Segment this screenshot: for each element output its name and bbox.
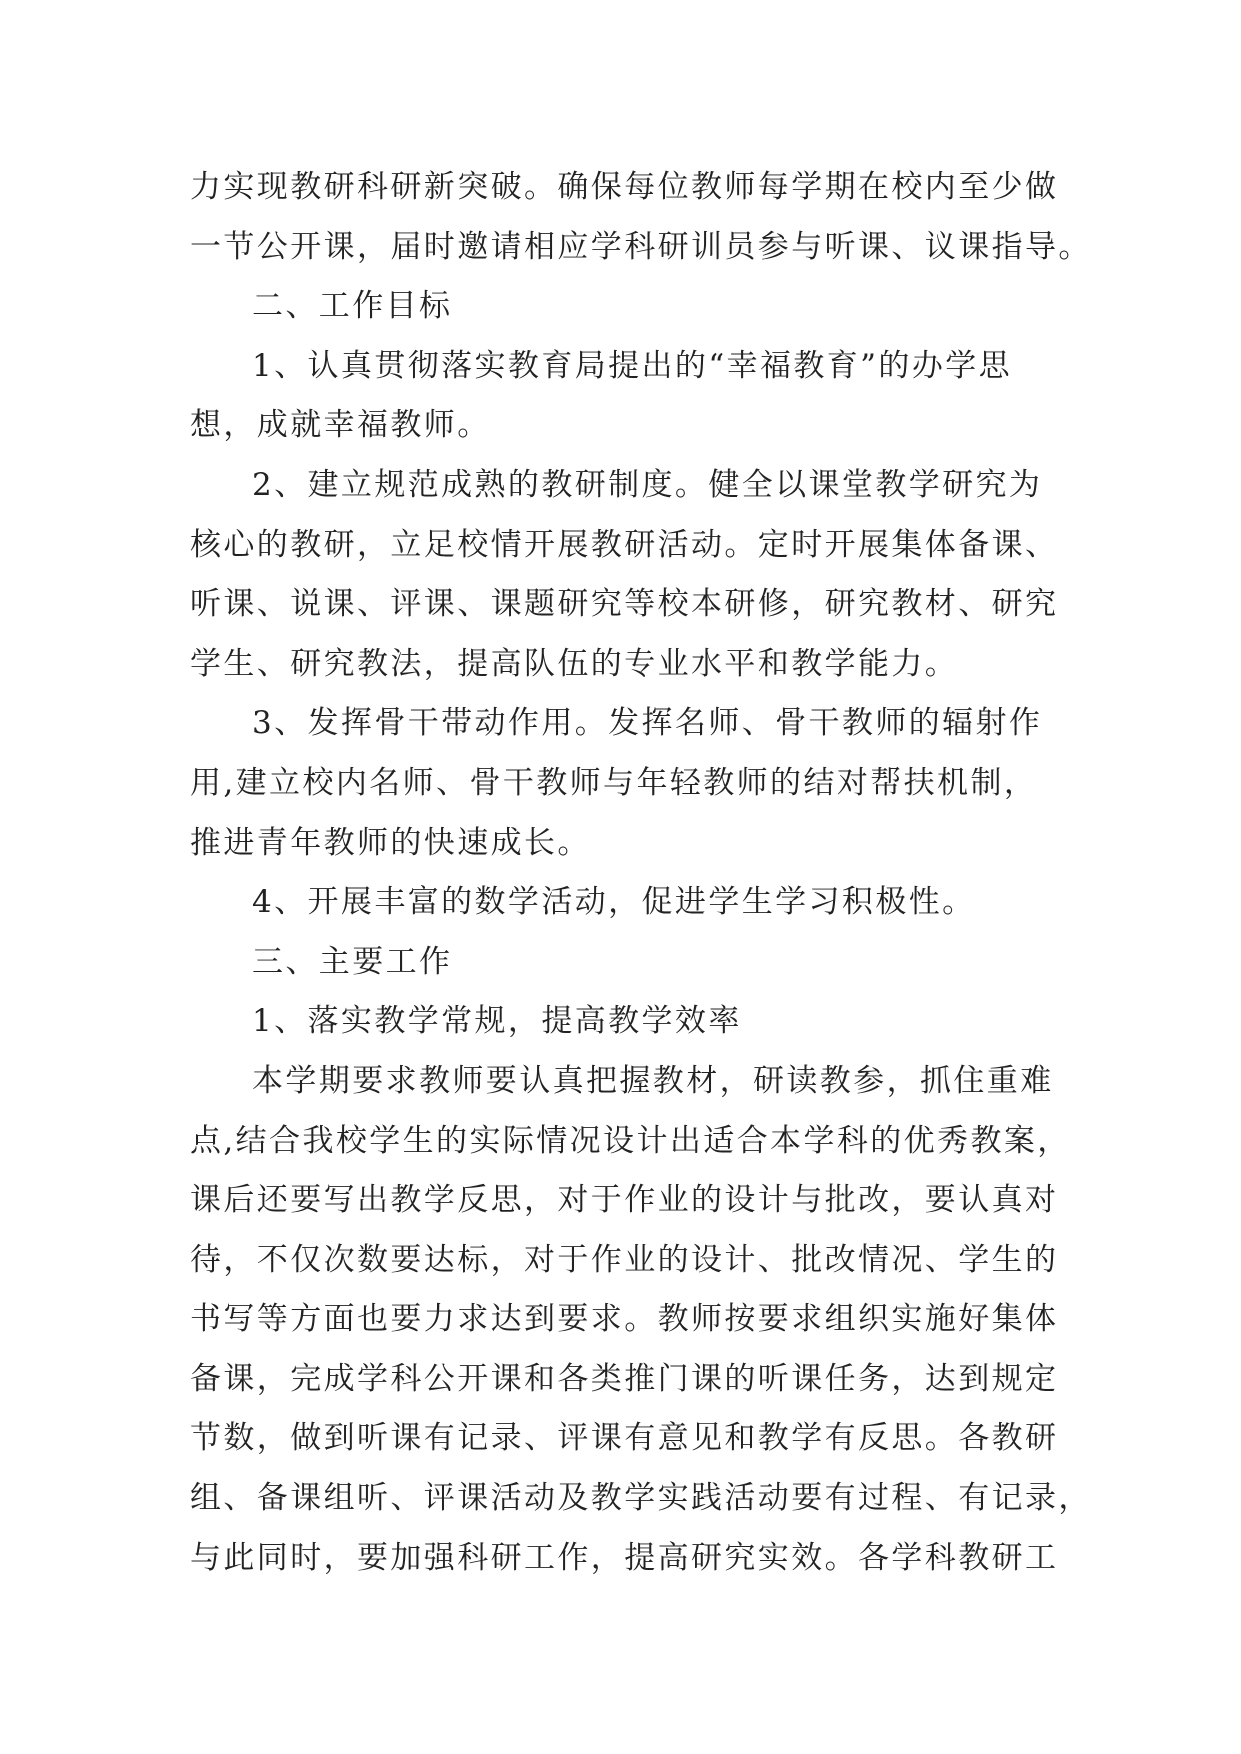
text-line: 听课、说课、评课、课题研究等校本研修，研究教材、研究: [190, 586, 1059, 623]
text-line: 备课，完成学科公开课和各类推门课的听课任务，达到规定: [190, 1360, 1059, 1397]
text-line: 1、落实教学常规，提高教学效率: [252, 1003, 742, 1040]
text-line: 想，成就幸福教师。: [190, 407, 491, 444]
text-line: 推进青年教师的快速成长。: [190, 824, 591, 861]
text-line: 课后还要写出教学反思，对于作业的设计与批改，要认真对: [190, 1182, 1059, 1219]
text-line: 组、备课组听、评课活动及教学实践活动要有过程、有记录，: [190, 1480, 1092, 1517]
text-line: 一节公开课，届时邀请相应学科研训员参与听课、议课指导。: [190, 228, 1092, 265]
text-line: 本学期要求教师要认真把握教材，研读教参，抓住重难: [252, 1062, 1054, 1099]
text-line: 用,建立校内名师、骨干教师与年轻教师的结对帮扶机制，: [190, 764, 1038, 801]
document-body: [190, 158, 1092, 1588]
text-line: 三、主要工作: [252, 943, 453, 980]
text-line: 节数，做到听课有记录、评课有意见和教学有反思。各教研: [190, 1420, 1059, 1457]
text-line: 与此同时，要加强科研工作，提高研究实效。各学科教研工: [190, 1539, 1059, 1576]
text-line: 学生、研究教法，提高队伍的专业水平和教学能力。: [190, 645, 959, 682]
text-line: 4、开展丰富的数学活动，促进学生学习积极性。: [252, 884, 976, 921]
text-line: 待，不仅次数要达标，对于作业的设计、批改情况、学生的: [190, 1241, 1059, 1278]
text-line: 2、建立规范成熟的教研制度。健全以课堂教学研究为: [252, 466, 1043, 503]
text-line: 二、工作目标: [252, 288, 453, 325]
text-line: 1、认真贯彻落实教育局提出的“幸福教育”的办学思: [252, 347, 1013, 384]
text-line: 3、发挥骨干带动作用。发挥名师、骨干教师的辐射作: [252, 705, 1043, 742]
text-line: 核心的教研，立足校情开展教研活动。定时开展集体备课、: [190, 526, 1059, 563]
text-line: 点,结合我校学生的实际情况设计出适合本学科的优秀教案，: [190, 1122, 1071, 1159]
text-line: 书写等方面也要力求达到要求。教师按要求组织实施好集体: [190, 1301, 1059, 1338]
text-line: 力实现教研科研新突破。确保每位教师每学期在校内至少做: [190, 169, 1059, 205]
